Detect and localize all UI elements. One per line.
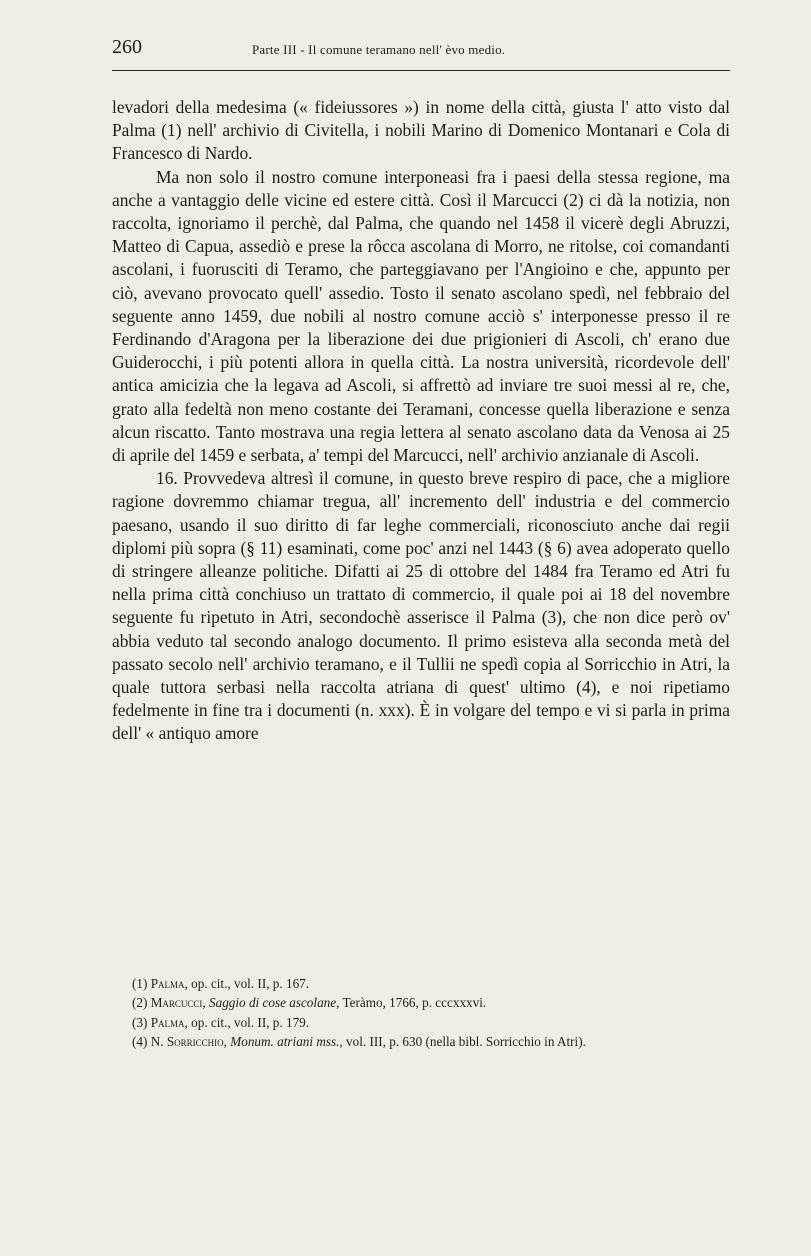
paragraph-2: Ma non solo il nostro comune interponeasi fra i paesi della stessa regione, ma anche a vantaggio delle vicine ed estere città. Così il Marcucci (2) ci dà la notizia, non raccolta, ignoriamo il perchè, dal Palma, che quando nel 1458 il vicerè degli Abruzzi, Matteo di Capua, assediò e prese la rôcca ascolana di Morro, ne ritolse, coi comandanti ascolani, i fuorusciti di Teramo, che parteggiavano per l'Angioino e che, appunto per ciò, avevano provocato quell' assedio. Tosto il senato ascolano spedì, nel febbraio del seguente anno 1459, due nobili al nostro comune acciò s' interponesse presso il re Ferdinando d'Aragona per la liberazione dei due prigionieri di Ascoli, ch' erano due Guiderocchi, i più potenti allora in quella città. La nostra università, ricordevole dell' antica amicizia che la legava ad Ascoli, si affrettò ad inviare tre suoi messi al re, che, grato alla fedeltà non meno costante dei Teramani, concesse quella liberazione e senza alcun riscatto. Tanto mostrava una regia lettera al senato ascolano data da Venosa ai 25 di aprile del 1459 e serbata, a' tempi del Marcucci, nell' archivio anzianale di Ascoli. [112, 166, 730, 466]
footnote-rest: , Teràmo, 1766, p. cccxxxvi. [336, 995, 487, 1011]
footnote-title: Monum. atriani mss. [230, 1034, 340, 1050]
footnote-2: (2) Marcucci, Saggio di cose ascolane, Teràmo, 1766, p. cccxxxvi. [132, 995, 487, 1011]
footnote-title: Saggio di cose ascolane [209, 995, 337, 1011]
page-number: 260 [112, 36, 142, 58]
footnote-number: (1) [132, 976, 148, 991]
body-text [112, 96, 730, 746]
footnote-author: Palma [150, 1014, 185, 1030]
footnote-number: (3) [132, 1014, 148, 1030]
footnote-rest: , vol. III, p. 630 (nella bibl. Sorricchio in Atri). [339, 1034, 586, 1050]
footnote-3 [112, 1013, 730, 1032]
footnote-rest: , op. cit., vol. II, p. 179. [184, 1014, 310, 1030]
footnote-rest: , op. cit., vol. II, p. 167. [184, 976, 310, 991]
footnote-number: (2) [132, 995, 148, 1011]
footnote-author: Sorricchio [166, 1034, 224, 1050]
footnote-author-prefix: N. [150, 1034, 167, 1050]
paragraph-1: levadori della medesima (« fideiussores ») in nome della città, giusta l' atto visto dal Palma (1) nell' archivio di Civitella, i nobili Marino di Domenico Montanari e Cola di Francesco di Nardo. [112, 97, 730, 164]
footnote-author: Marcucci [150, 995, 203, 1011]
footnote-author: Palma [150, 976, 185, 991]
footnote-4: (4) N. Sorricchio, Monum. atriani mss., vol. III, p. 630 (nella bibl. Sorricchio in Atri). [132, 1034, 586, 1050]
paragraph-3: 16. Provvedeva altresì il comune, in questo breve respiro di pace, che a migliore ragione dovremmo chiamar tregua, all' incremento dell' industria e del commercio paesano, usando il suo diritto di far leghe commerciali, riconosciuto anche dai regii diplomi più sopra (§ 11) esaminati, come poc' anzi nel 1443 (§ 6) avea adoperato quello di stringere alleanze politiche. Difatti ai 25 di ottobre del 1484 fra Teramo ed Atri fu nella prima città conchiuso un trattato di commercio, il quale poi ai 18 del novembre seguente fu ripetuto in Atri, secondochè asserisce il Palma (3), che non dice però ov' abbia veduto tal secondo analogo documento. Il primo esisteva alla seconda metà del passato secolo nell' archivio teramano, e il Tullii ne spedì copia al Sorricchio in Atri, la quale tuttora serbasi nella raccolta atriana di quest' ultimo (4), e noi ripetiamo fedelmente in fine tra i documenti (n. xxx). È in volgare del tempo e vi si parla in prima dell' « antiquo amore [112, 468, 730, 744]
footnote-1 [112, 974, 730, 993]
page-header [112, 36, 732, 66]
running-title: Parte III - Il comune teramano nell' èvo medio. [252, 42, 506, 57]
footnotes [112, 974, 730, 1052]
footnote-number: (4) [132, 1034, 148, 1050]
header-rule [112, 70, 730, 71]
